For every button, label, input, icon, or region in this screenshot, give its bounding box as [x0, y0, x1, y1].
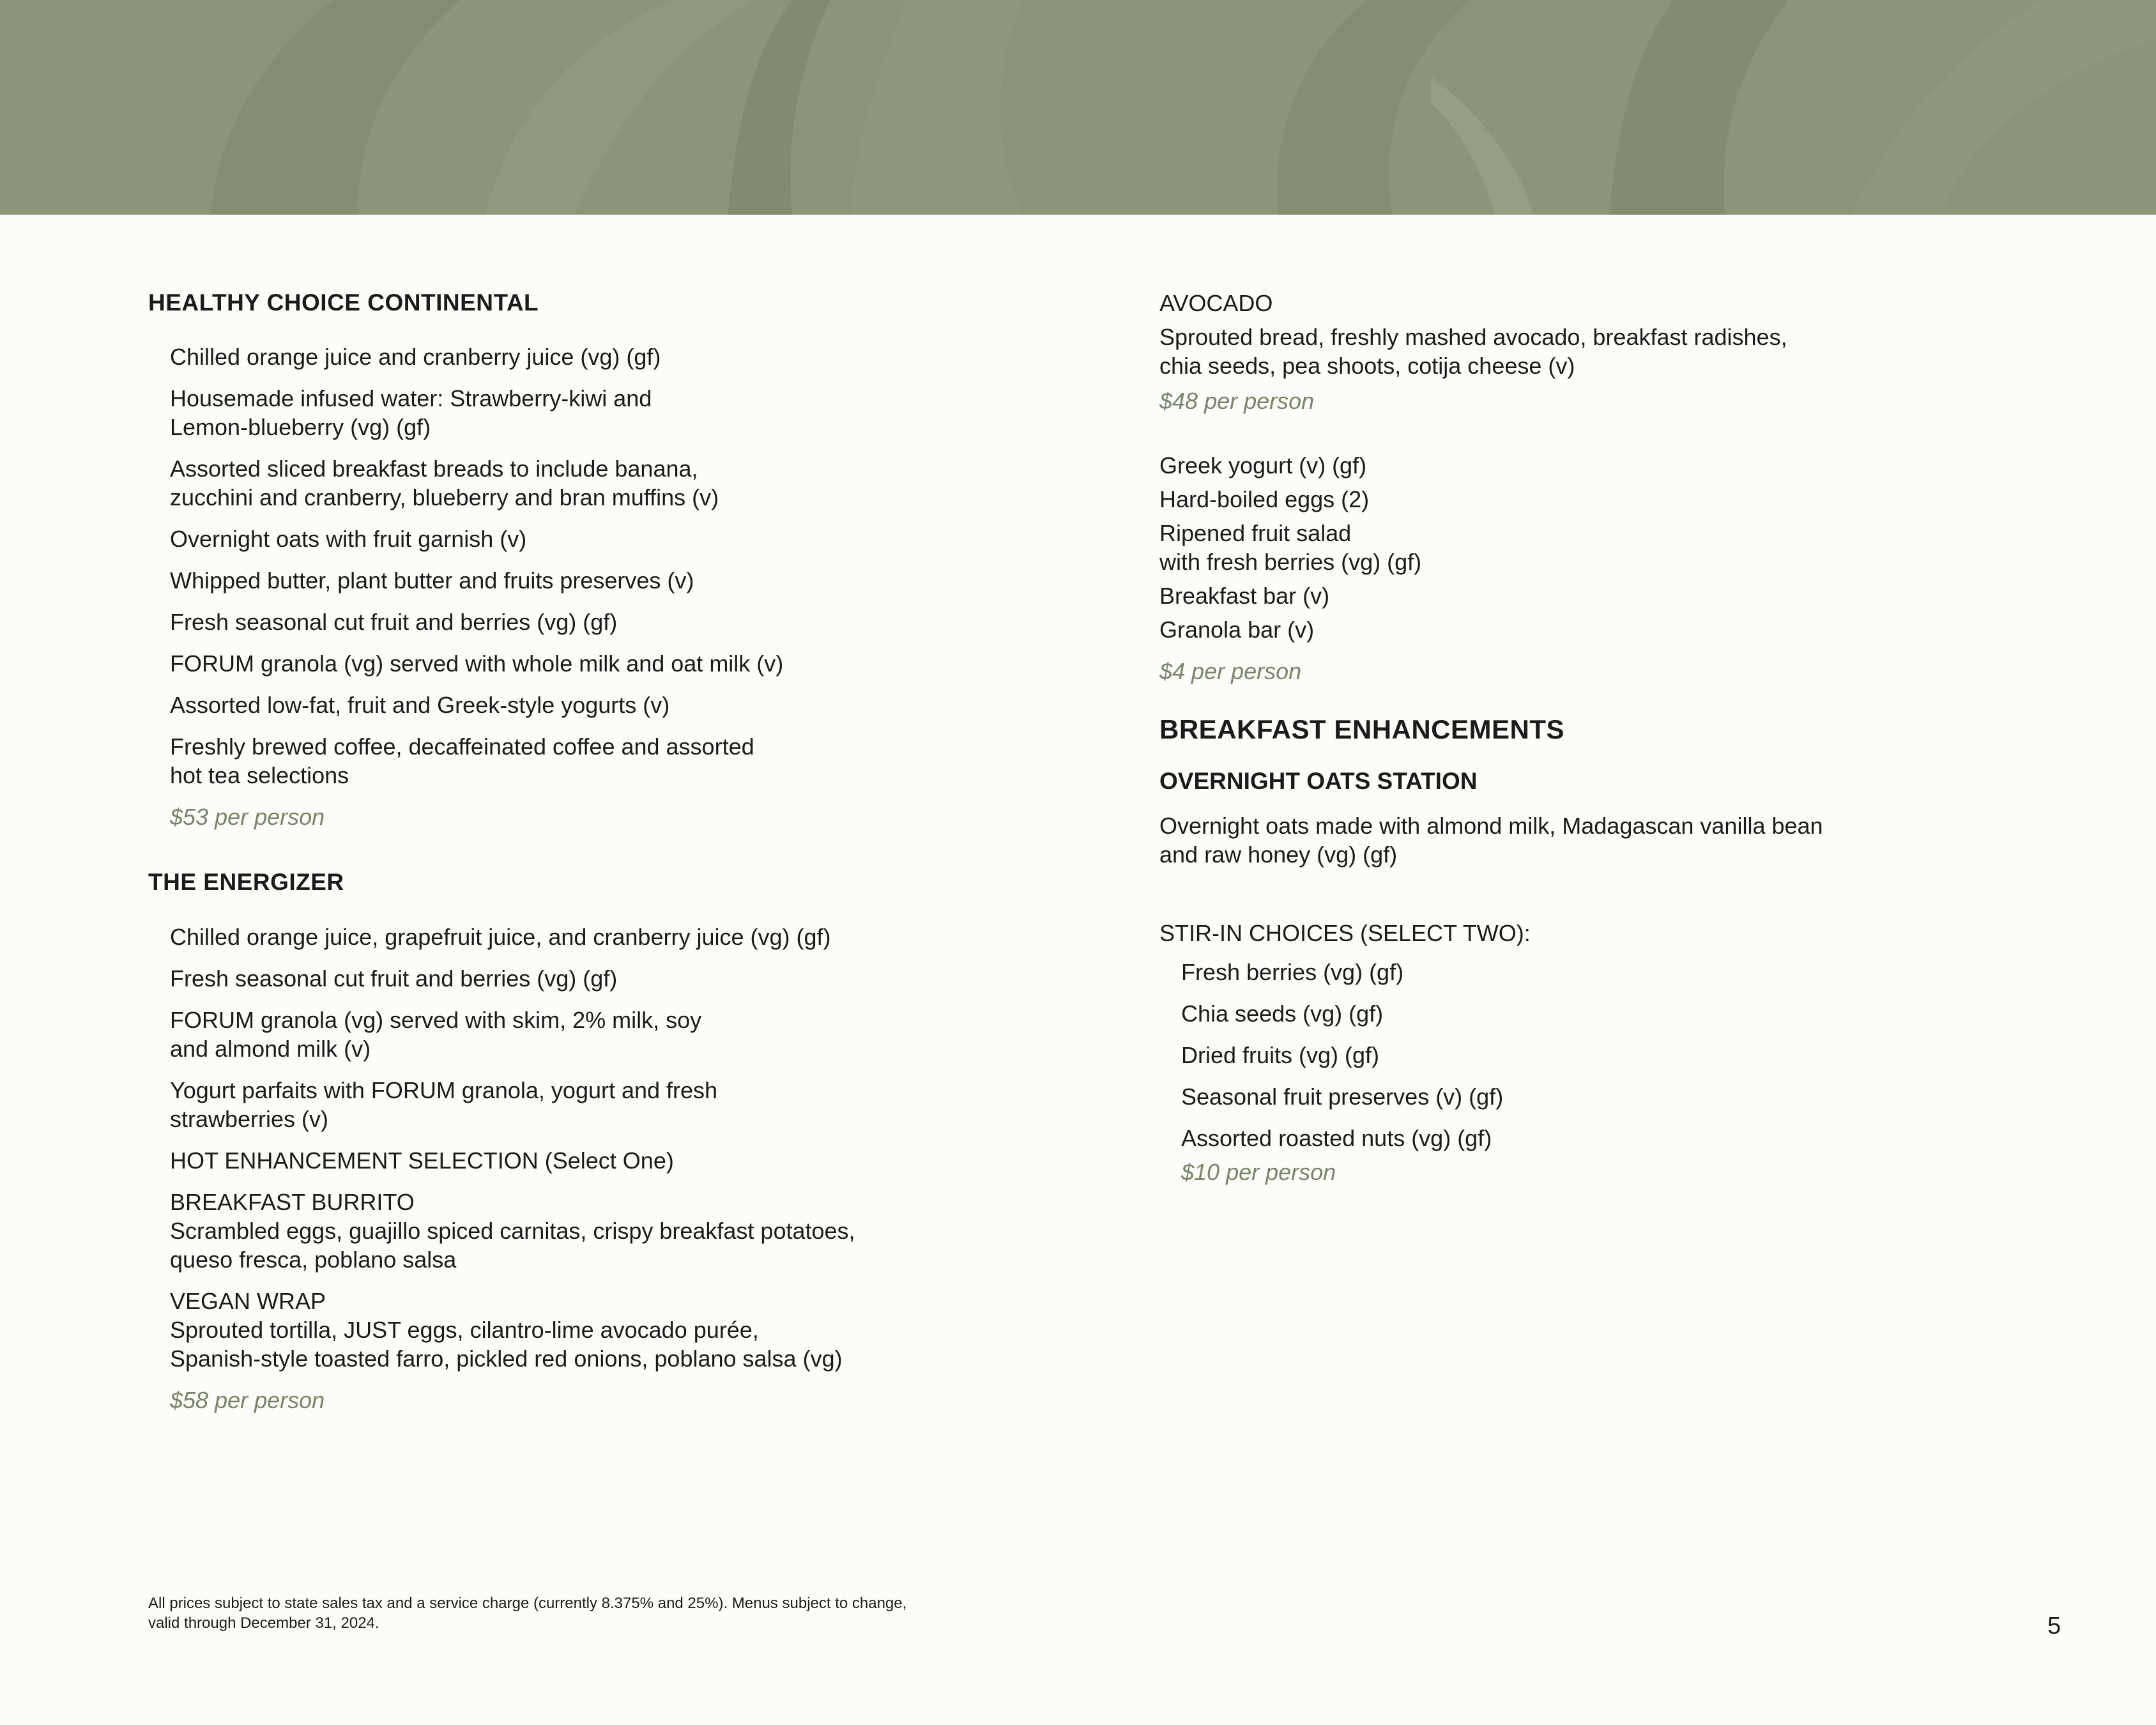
header-banner — [0, 0, 2156, 215]
menu-item: FORUM granola (vg) served with skim, 2% milk, soy and almond milk (v) — [170, 1006, 702, 1062]
menu-item: Yogurt parfaits with FORUM granola, yogurt and fresh strawberries (v) — [170, 1077, 718, 1132]
section-title-healthy-choice: HEALTHY CHOICE CONTINENTAL — [148, 289, 539, 316]
price-avocado: $48 per person — [1159, 388, 1315, 414]
menu-item: Fresh seasonal cut fruit and berries (vg) (gf) — [170, 965, 618, 992]
section-title-breakfast-enhancements: BREAKFAST ENHANCEMENTS — [1159, 714, 1565, 744]
menu-item: Whipped butter, plant butter and fruits preserves (v) — [170, 567, 694, 594]
menu-item: Fresh seasonal cut fruit and berries (vg) (gf) — [170, 609, 618, 636]
menu-item: Housemade infused water: Strawberry-kiwi and Lemon-blueberry (vg) (gf) — [170, 385, 652, 441]
energizer-items — [148, 923, 1030, 1414]
menu-item: Seasonal fruit preserves (v) (gf) — [1181, 1083, 1504, 1110]
footer-line: valid through December 31, 2024. — [148, 1614, 379, 1632]
menu-item: Chilled orange juice, grapefruit juice, and cranberry juice (vg) (gf) — [170, 923, 831, 950]
menu-item: BREAKFAST BURRITO Scrambled eggs, guajillo spiced carnitas, crispy breakfast potatoes, queso fresca, poblano salsa — [170, 1188, 855, 1273]
menu-item: Dried fruits (vg) (gf) — [1181, 1041, 1380, 1068]
footer-disclaimer — [148, 1593, 1170, 1633]
stir-in-title: STIR-IN CHOICES (SELECT TWO): — [1159, 919, 1531, 946]
footer-line: All prices subject to state sales tax and a service charge (currently 8.375% and 25%). Menus subject to change, — [148, 1595, 907, 1612]
menu-item: Chilled orange juice and cranberry juice (vg) (gf) — [170, 344, 661, 371]
menu-item: Chia seeds (vg) (gf) — [1181, 1000, 1384, 1027]
stir-in-items — [1159, 958, 2009, 1186]
menu-item: Breakfast bar (v) — [1159, 583, 1330, 609]
oats-station-description: Overnight oats made with almond milk, Madagascan vanilla bean and raw honey (vg) (gf) — [1159, 812, 1823, 868]
page-number: 5 — [2047, 1613, 2061, 1639]
price-oats-station: $10 per person — [1181, 1158, 1336, 1185]
menu-item: FORUM granola (vg) served with whole milk and oat milk (v) — [170, 650, 784, 677]
menu-item: Greek yogurt (v) (gf) — [1159, 452, 1367, 479]
menu-item: Fresh berries (vg) (gf) — [1181, 958, 1404, 985]
menu-item: VEGAN WRAP Sprouted tortilla, JUST eggs, cilantro-lime avocado purée, Spanish-style toasted farro, pickled red onions, poblano salsa (vg) — [170, 1287, 843, 1372]
price-alacarte: $4 per person — [1159, 658, 1302, 684]
left-column — [148, 289, 1030, 1414]
avocado-description: Sprouted bread, freshly mashed avocado, breakfast radishes, chia seeds, pea shoots, cotija cheese (v) — [1159, 324, 1787, 379]
price-energizer: $58 per person — [170, 1386, 325, 1413]
menu-item: Freshly brewed coffee, decaffeinated coffee and assorted hot tea selections — [170, 733, 754, 789]
alacarte-items — [1159, 451, 2009, 686]
price-healthy-choice: $53 per person — [170, 804, 325, 831]
menu-item: Overnight oats with fruit garnish (v) — [170, 526, 527, 553]
avocado-title: AVOCADO — [1159, 290, 1273, 316]
menu-item: HOT ENHANCEMENT SELECTION (Select One) — [170, 1147, 674, 1174]
healthy-choice-items — [148, 342, 1030, 831]
section-title-energizer: THE ENERGIZER — [148, 869, 344, 896]
menu-item: Assorted low-fat, fruit and Greek-style yogurts (v) — [170, 692, 670, 719]
menu-item: Assorted sliced breakfast breads to include banana, zucchini and cranberry, blueberry and bran muffins (v) — [170, 456, 719, 511]
menu-item: Ripened fruit salad with fresh berries (vg) (gf) — [1159, 520, 1422, 575]
menu-item: Granola bar (v) — [1159, 617, 1315, 643]
leaf-pattern — [0, 0, 2156, 215]
menu-item: Assorted roasted nuts (vg) (gf) — [1181, 1124, 1492, 1151]
right-column — [1159, 289, 2009, 1186]
menu-item: Hard-boiled eggs (2) — [1159, 486, 1370, 512]
oats-station-title: OVERNIGHT OATS STATION — [1159, 768, 1478, 795]
